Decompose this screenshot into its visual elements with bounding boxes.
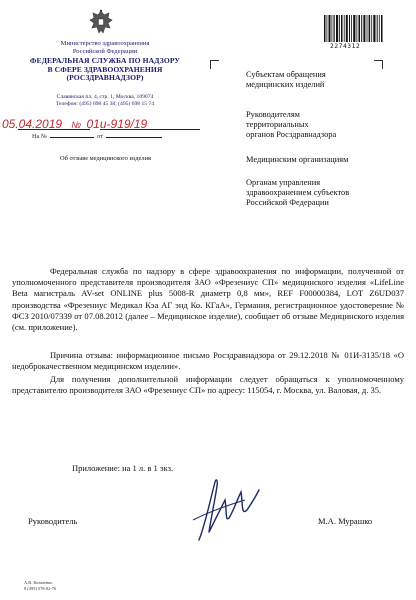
reply-reference [32,133,165,140]
addressee-line: Органам управления [246,178,321,187]
registration-number-prefix: № [71,120,82,130]
address-line: Телефон: (495) 698 45 38; (495) 698 15 74 [55,101,155,108]
barcode [324,15,384,42]
body-line: Для получения дополнительной информации следует обращаться к [50,374,330,384]
russian-emblem-icon [86,8,116,38]
addressee-block [246,178,349,208]
date-underline [18,129,90,130]
ministry-line: Министерство здравоохранения [60,40,150,47]
addressee-line: Субъектам обращения [246,70,326,79]
reply-from-label: от [96,133,103,140]
registration-number: 01и-919/19 [86,117,148,131]
addressee-corner-mark [374,60,383,69]
addressee-block [246,110,336,140]
reply-from-blank [106,137,162,138]
agency-name [10,57,200,83]
barcode-number: 2274312 [330,43,361,50]
body-line: 115054, г. Москва, ул. Валовая, д. 35. [247,385,382,396]
addressee-line: Руководителям [246,110,300,119]
body-line: полученной от уполномоченного представителя производителя ЗАО «Фрезениус [12,266,404,288]
addressee-line: территориальных [246,120,309,129]
body-line: отзыве Медицинского изделия (см. приложение). [12,310,405,333]
reply-to-label: На № [32,133,47,140]
body-line: диаметр 0,8 мм», REF F00000384, LOT Z6UD037 производства «Фрезениус Медикал [12,288,405,310]
addressee-line: Медицинским организациям [246,155,349,164]
handwritten-signature [185,470,265,545]
ministry-name [10,40,200,56]
body-paragraph [12,350,404,372]
addressee-block [246,155,348,165]
body-line: Причина отзыва: информационное письмо Росздравнадзора от 29.12.2018 [50,350,328,360]
executor-info [24,580,56,591]
body-line: СП» медицинского изделия «LifeLine Beta магистраль AV-set ONLINE plus 5008-R [12,277,404,299]
executor-phone: 8 (495) 578-02-76 [24,585,57,591]
addressee-line: медицинских изделий [246,80,325,89]
body-paragraph [12,374,404,396]
reply-to-blank [50,137,94,138]
addressee-line: органов Росздравнадзора [246,130,337,139]
signatory-role: Руководитель [28,516,78,526]
addressee-line: здравоохранением субъектов [246,188,350,197]
addressee-line: Российской Федерации [246,198,329,207]
body-line: № 01И-3135/18 «О недоброкачественном медицинском изделии». [12,350,404,372]
body-line: Федеральная служба по надзору в сфере здравоохранения по информации, [50,266,344,276]
ministry-line: Российской Федерации [72,48,138,55]
executor-name: А.В. Козаченко [24,580,53,585]
agency-line: (РОСЗДРАВНАДЗОР) [66,73,144,83]
attachment-note: Приложение: на 1 л. в 1 экз. [72,463,174,473]
body-line: Кэа АГ энд Ко. КГаА», Германия, регистрационное удостоверение [145,299,393,310]
body-paragraph [12,266,404,333]
registration-date: 05.04.2019 [2,117,63,131]
agency-line: В СФЕРЕ ЗДРАВООХРАНЕНИЯ [47,64,163,74]
address-line: Славянская пл. 4, стр. 1, Москва, 109074 [56,94,154,100]
body-line: № ФСЗ 2010/07339 от 07.08.2012 (далее – Медицинское изделие), сообщает об [12,299,405,321]
signatory-name: М.А. Мурашко [318,516,373,526]
body-line: уполномоченному представителю производителя ЗАО «Фрезениус СП» по адресу: [12,374,404,396]
agency-line: ФЕДЕРАЛЬНАЯ СЛУЖБА ПО НАДЗОРУ [29,56,181,65]
addressee-corner-mark [210,60,219,69]
addressee-block [246,70,326,90]
agency-address [10,94,200,109]
letter-subject: Об отзыве медицинского изделия [60,155,151,162]
number-underline [100,129,200,130]
